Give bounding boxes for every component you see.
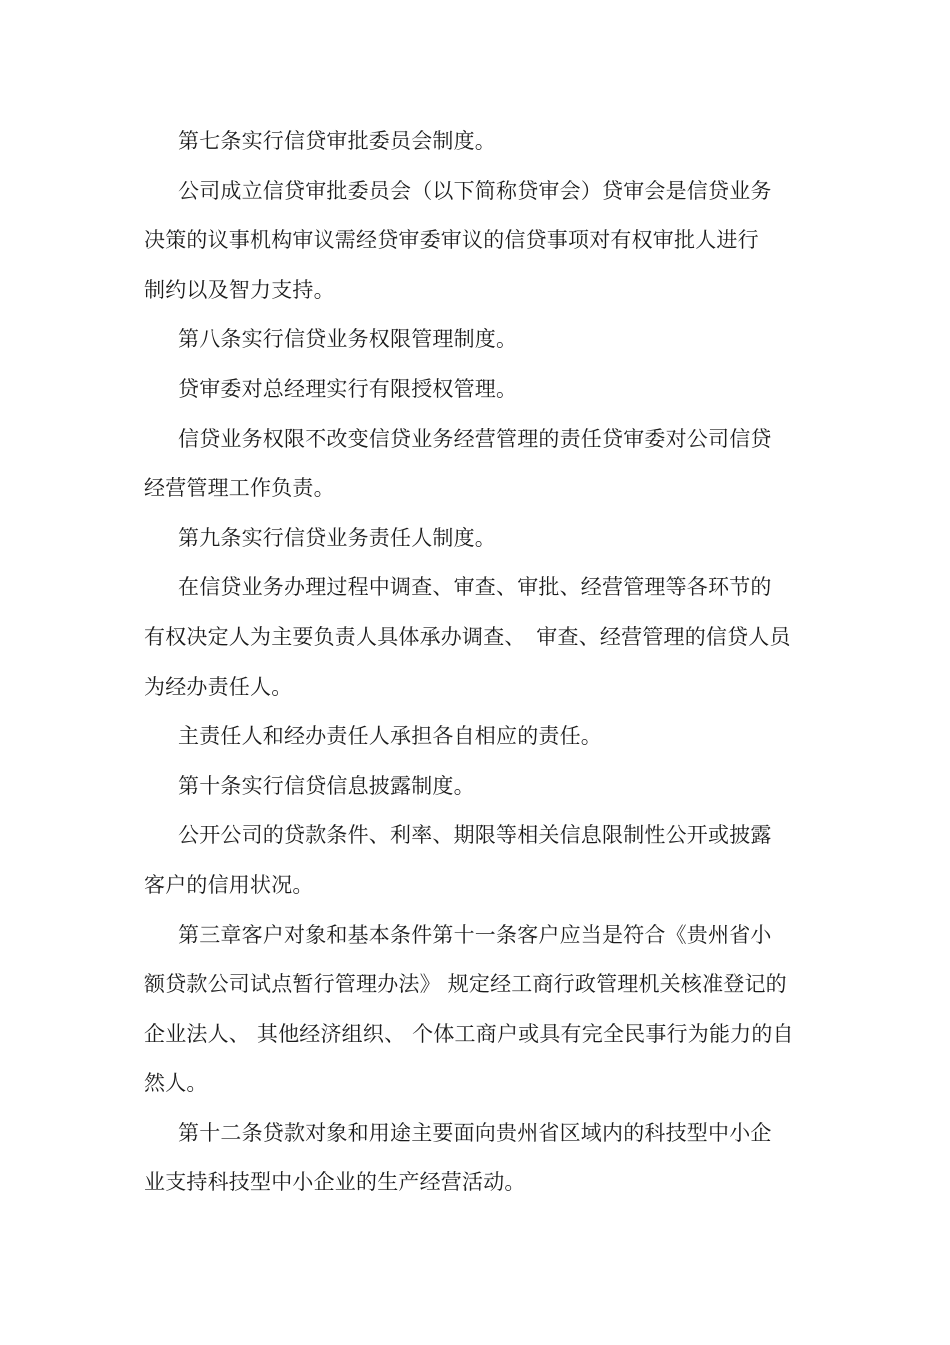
document-body (144, 123, 804, 1214)
paragraph-line: 经营管理工作负责。 (144, 476, 335, 501)
paragraph-line: 公司成立信贷审批委员会（以下简称贷审会）贷审会是信贷业务 (178, 178, 772, 203)
chapter-3-heading: 第三章客户对象和基本条件第十一条客户应当是符合《贵州省小 (178, 922, 772, 947)
paragraph-line: 主责任人和经办责任人承担各自相应的责任。 (178, 724, 602, 749)
paragraph-line: 贷审委对总经理实行有限授权管理。 (178, 376, 518, 401)
paragraph-line: 公开公司的贷款条件、利率、期限等相关信息限制性公开或披露 (178, 823, 772, 848)
paragraph-line: 在信贷业务办理过程中调查、审查、审批、经营管理等各环节的 (178, 575, 772, 600)
paragraph-line: 客户的信用状况。 (144, 872, 314, 897)
paragraph-line: 为经办责任人。 (144, 674, 293, 699)
paragraph-line: 制约以及智力支持。 (144, 277, 335, 302)
article-10-heading: 第十条实行信贷信息披露制度。 (178, 773, 475, 798)
paragraph-line: 企业法人、 其他经济组织、 个体工商户或具有完全民事行为能力的自 (144, 1021, 794, 1046)
paragraph-line: 决策的议事机构审议需经贷审委审议的信贷事项对有权审批人进行 (144, 228, 759, 253)
paragraph-line: 业支持科技型中小企业的生产经营活动。 (144, 1170, 526, 1195)
paragraph-line: 有权决定人为主要负责人具体承办调查、 审查、经营管理的信贷人员 (144, 624, 791, 649)
paragraph-line: 额贷款公司试点暂行管理办法》 规定经工商行政管理机关核准登记的 (144, 972, 787, 997)
paragraph-line: 信贷业务权限不改变信贷业务经营管理的责任贷审委对公司信贷 (178, 426, 772, 451)
article-8-heading: 第八条实行信贷业务权限管理制度。 (178, 327, 518, 352)
article-7-heading: 第七条实行信贷审批委员会制度。 (178, 129, 496, 153)
article-12-heading: 第十二条贷款对象和用途主要面向贵州省区域内的科技型中小企 (178, 1120, 772, 1145)
article-9-heading: 第九条实行信贷业务责任人制度。 (178, 525, 496, 550)
paragraph-line: 然人。 (144, 1071, 208, 1096)
